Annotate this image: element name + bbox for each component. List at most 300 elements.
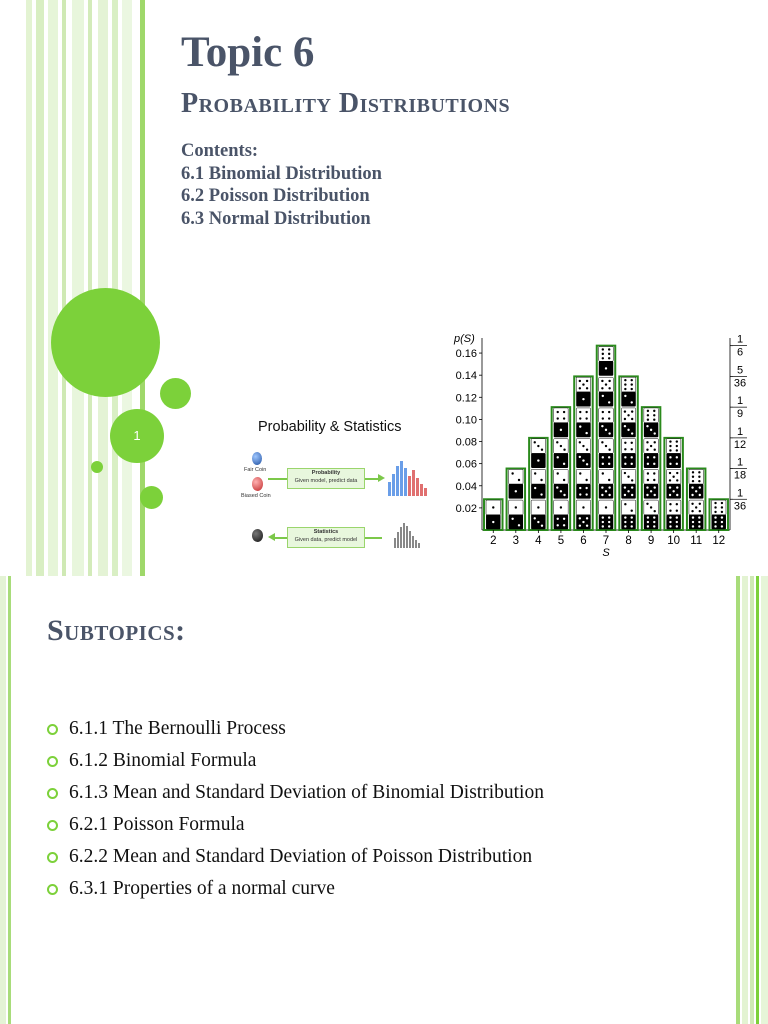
die-pip (515, 490, 517, 492)
arrow-head-icon (378, 474, 385, 482)
die-pip (699, 503, 701, 505)
y-tick-label: 0.02 (455, 502, 477, 515)
die-pip (647, 516, 649, 518)
x-tick-label: 8 (625, 535, 632, 547)
stripe (36, 0, 44, 576)
die-pip (647, 456, 649, 458)
die-pip (534, 472, 536, 474)
die-face (666, 439, 680, 454)
die-pip (646, 503, 648, 505)
die-pip (721, 506, 723, 508)
x-tick-label: 2 (490, 535, 497, 547)
list-item-text: 6.2.2 Mean and Standard Deviation of Poisson Distribution (69, 846, 533, 867)
die-pip (654, 432, 656, 434)
die-pip (676, 472, 678, 474)
die-pip (624, 395, 626, 397)
die-pip (676, 494, 678, 496)
probability-label: Probability (311, 470, 341, 476)
die-pip (605, 445, 607, 447)
die-pip (650, 506, 652, 508)
die-pip (631, 401, 633, 403)
die-pip (653, 521, 655, 523)
die-pip (669, 503, 671, 505)
die-pip (714, 502, 716, 504)
die-pip (557, 411, 559, 413)
die-pip (537, 459, 539, 461)
list-item (47, 713, 544, 745)
die-face (554, 469, 568, 484)
x-tick-label: 10 (667, 535, 681, 547)
die-pip (582, 383, 584, 385)
die-face (689, 515, 703, 530)
die-pip (721, 502, 723, 504)
die-pip (582, 398, 584, 400)
die-pip (653, 472, 655, 474)
die-pip (631, 388, 633, 390)
die-pip (647, 414, 649, 416)
die-pip (627, 414, 629, 416)
die-pip (624, 456, 626, 458)
die-pip (608, 411, 610, 413)
die-pip (631, 442, 633, 444)
die-pip (624, 425, 626, 427)
y-tick-label: 0.04 (455, 480, 477, 493)
right-tick-numerator: 5 (736, 364, 744, 377)
die-pip (692, 525, 694, 527)
die-face (554, 453, 568, 468)
statistics-desc: Given data, predict model (294, 537, 358, 543)
die-pip (586, 387, 588, 389)
die-pip (624, 516, 626, 518)
die-face (644, 469, 658, 484)
die-face (621, 377, 635, 392)
die-pip (605, 490, 607, 492)
die-pip (676, 445, 678, 447)
die-pip (579, 493, 581, 495)
die-pip (608, 401, 610, 403)
die-pip (557, 417, 559, 419)
die-pip (605, 429, 607, 431)
stripe (736, 576, 740, 1024)
biased-coin-label: Biased Coin (241, 493, 271, 499)
die-pip (563, 494, 565, 496)
die-pip (602, 525, 604, 527)
stripe (122, 0, 132, 576)
die-pip (699, 510, 701, 512)
contents-label: Contents: (181, 141, 259, 161)
die-pip (698, 516, 700, 518)
die-pip (631, 432, 633, 434)
die-pip (624, 525, 626, 527)
die-pip (579, 487, 581, 489)
list-item (47, 809, 544, 841)
die-pip (672, 490, 674, 492)
die-pip (676, 525, 678, 527)
die-pip (534, 441, 536, 443)
die-pip (669, 472, 671, 474)
die-pip (676, 456, 678, 458)
die-pip (563, 479, 565, 481)
die-pip (676, 479, 678, 481)
bullet-circle-icon (47, 852, 58, 863)
die-pip (601, 387, 603, 389)
die-face (509, 515, 523, 530)
die-pip (699, 494, 701, 496)
die-face (666, 515, 680, 530)
die-pip (541, 449, 543, 451)
die-pip (602, 357, 604, 359)
die-pip (560, 429, 562, 431)
die-pip (586, 463, 588, 465)
die-pip (602, 348, 604, 350)
y-tick-label: 0.14 (455, 370, 477, 383)
die-pip (646, 494, 648, 496)
die-pip (602, 353, 604, 355)
die-pip (695, 490, 697, 492)
list-item-text: 6.1.2 Binomial Formula (69, 750, 257, 771)
die-pip (647, 525, 649, 527)
die-pip (631, 379, 633, 381)
die-pip (624, 379, 626, 381)
die-pip (608, 380, 610, 382)
die-pip (582, 506, 584, 508)
die-pip (650, 490, 652, 492)
die-pip (601, 494, 603, 496)
right-tick-denominator: 12 (733, 438, 747, 451)
die-pip (691, 486, 693, 488)
fair-coin-icon (252, 452, 262, 465)
x-axis-label: S (602, 547, 610, 559)
die-pip (669, 516, 671, 518)
die-pip (608, 432, 610, 434)
list-item (47, 745, 544, 777)
black-coin-icon (252, 529, 263, 542)
die-face (621, 439, 635, 454)
die-face (666, 500, 680, 515)
die-pip (676, 510, 678, 512)
die-pip (624, 383, 626, 385)
die-pip (585, 487, 587, 489)
die-face (621, 500, 635, 515)
die-pip (602, 395, 604, 397)
die-pip (602, 411, 604, 413)
die-face (509, 469, 523, 484)
y-tick-label: 0.10 (455, 414, 477, 427)
die-pip (579, 380, 581, 382)
die-pip (631, 456, 633, 458)
stripe (62, 0, 66, 576)
y-tick-label: 0.06 (455, 458, 477, 471)
die-pip (560, 506, 562, 508)
die-pip (582, 521, 584, 523)
die-pip (653, 456, 655, 458)
die-pip (624, 486, 626, 488)
die-pip (646, 449, 648, 451)
die-face (576, 484, 590, 499)
die-pip (624, 410, 626, 412)
die-pip (676, 516, 678, 518)
x-tick-label: 11 (690, 535, 703, 547)
die-pip (676, 440, 678, 442)
die-pip (608, 357, 610, 359)
die-pip (518, 479, 520, 481)
die-pip (624, 521, 626, 523)
die-pip (676, 521, 678, 523)
die-pip (608, 516, 610, 518)
die-pip (579, 456, 581, 458)
die-pip (692, 476, 694, 478)
die-pip (714, 506, 716, 508)
stripe (88, 0, 92, 576)
die-pip (563, 417, 565, 419)
die-pip (669, 449, 671, 451)
die-face (554, 515, 568, 530)
die-pip (560, 490, 562, 492)
die-pip (698, 525, 700, 527)
stripe (0, 576, 6, 1024)
right-tick-denominator: 18 (733, 469, 747, 482)
die-pip (602, 456, 604, 458)
die-pip (653, 463, 655, 465)
die-pip (624, 388, 626, 390)
die-pip (631, 418, 633, 420)
die-pip (692, 471, 694, 473)
die-pip (669, 494, 671, 496)
die-pip (624, 494, 626, 496)
die-pip (650, 429, 652, 431)
histogram-colored-icon (388, 460, 430, 496)
die-face (599, 453, 613, 468)
die-pip (492, 506, 494, 508)
list-item-text: 6.1.3 Mean and Standard Deviation of Binomial Distribution (69, 782, 544, 803)
die-pip (653, 414, 655, 416)
die-pip (601, 486, 603, 488)
die-face (599, 469, 613, 484)
die-pip (601, 441, 603, 443)
contents-item: 6.2 Poisson Distribution (181, 186, 370, 206)
die-pip (676, 503, 678, 505)
die-face (599, 392, 613, 407)
die-pip (556, 441, 558, 443)
die-pip (579, 441, 581, 443)
decor-circle (160, 378, 191, 409)
die-pip (669, 486, 671, 488)
die-pip (563, 449, 565, 451)
die-pip (608, 494, 610, 496)
x-tick-label: 9 (647, 535, 655, 547)
die-pip (653, 516, 655, 518)
die-pip (557, 524, 559, 526)
die-face (576, 422, 590, 437)
die-pip (585, 479, 587, 481)
die-pip (647, 463, 649, 465)
die-pip (608, 486, 610, 488)
die-pip (631, 448, 633, 450)
y-tick-label: 0.16 (455, 348, 477, 361)
die-pip (654, 449, 656, 451)
die-pip (624, 418, 626, 420)
die-pip (714, 525, 716, 527)
die-pip (627, 429, 629, 431)
die-pip (563, 463, 565, 465)
die-pip (624, 503, 626, 505)
die-pip (579, 411, 581, 413)
die-pip (631, 516, 633, 518)
x-tick-label: 12 (712, 535, 726, 547)
die-pip (563, 518, 565, 520)
die-pip (721, 511, 723, 513)
die-pip (608, 479, 610, 481)
list-item (47, 873, 544, 905)
die-pip (585, 432, 587, 434)
die-pip (608, 348, 610, 350)
die-pip (511, 518, 513, 520)
die-pip (557, 456, 559, 458)
die-pip (698, 471, 700, 473)
die-pip (653, 479, 655, 481)
die-pip (534, 517, 536, 519)
contents-list (181, 140, 382, 230)
statistics-label: Statistics (313, 529, 339, 535)
die-pip (653, 525, 655, 527)
die-pip (669, 440, 671, 442)
stripe (761, 576, 768, 1024)
die-pip (608, 463, 610, 465)
die-pip (631, 525, 633, 527)
die-pip (608, 387, 610, 389)
die-pip (585, 411, 587, 413)
right-tick-denominator: 6 (736, 346, 744, 359)
die-pip (608, 449, 610, 451)
die-pip (654, 510, 656, 512)
dice-sum-chart (440, 330, 762, 562)
die-pip (653, 419, 655, 421)
histogram-gray-icon (394, 522, 424, 548)
die-pip (721, 521, 723, 523)
arrow-head-left-icon (268, 533, 275, 541)
die-pip (676, 463, 678, 465)
subtopics-title: Subtopics: (47, 614, 186, 647)
die-face (576, 408, 590, 423)
die-face (666, 453, 680, 468)
die-pip (608, 525, 610, 527)
die-pip (537, 506, 539, 508)
die-pip (515, 506, 517, 508)
die-pip (537, 445, 539, 447)
die-pip (692, 516, 694, 518)
die-pip (601, 380, 603, 382)
die-pip (605, 367, 607, 369)
die-pip (518, 524, 520, 526)
die-pip (586, 517, 588, 519)
bullet-circle-icon (47, 756, 58, 767)
die-pip (608, 521, 610, 523)
stripe (72, 0, 84, 576)
die-pip (579, 425, 581, 427)
die-pip (602, 463, 604, 465)
die-pip (646, 486, 648, 488)
die-pip (563, 524, 565, 526)
die-pip (586, 380, 588, 382)
die-face (689, 469, 703, 484)
die-pip (692, 480, 694, 482)
die-face (621, 515, 635, 530)
die-pip (631, 463, 633, 465)
die-pip (653, 410, 655, 412)
die-pip (650, 445, 652, 447)
die-pip (647, 410, 649, 412)
y-tick-label: 0.12 (455, 392, 477, 405)
die-pip (714, 511, 716, 513)
die-face (599, 515, 613, 530)
die-pip (646, 441, 648, 443)
die-pip (647, 479, 649, 481)
die-pip (492, 521, 494, 523)
stripe (26, 0, 32, 576)
x-tick-label: 3 (512, 535, 520, 547)
die-pip (608, 456, 610, 458)
x-tick-label: 7 (602, 535, 610, 547)
die-pip (714, 521, 716, 523)
list-item-text: 6.2.1 Poisson Formula (69, 814, 245, 835)
die-pip (714, 516, 716, 518)
die-pip (579, 472, 581, 474)
die-pip (631, 479, 633, 481)
biased-coin-icon (252, 477, 263, 491)
bullet-circle-icon (47, 820, 58, 831)
list-item-text: 6.3.1 Properties of a normal curve (69, 878, 335, 899)
die-pip (669, 479, 671, 481)
die-pip (654, 494, 656, 496)
die-pip (557, 472, 559, 474)
die-face (576, 469, 590, 484)
prob-stats-title: Probability & Statistics (258, 419, 402, 435)
die-pip (631, 383, 633, 385)
die-pip (698, 476, 700, 478)
right-tick-denominator: 36 (733, 377, 747, 390)
die-pip (582, 445, 584, 447)
list-item (47, 841, 544, 873)
die-pip (627, 476, 629, 478)
die-pip (669, 521, 671, 523)
decor-circle-small (91, 461, 103, 473)
die-pip (541, 525, 543, 527)
die-pip (647, 419, 649, 421)
page-number: 1 (133, 428, 141, 443)
die-pip (624, 463, 626, 465)
die-pip (586, 525, 588, 527)
die-pip (585, 417, 587, 419)
die-pip (602, 472, 604, 474)
die-pip (582, 459, 584, 461)
die-pip (540, 493, 542, 495)
die-pip (631, 494, 633, 496)
die-pip (608, 353, 610, 355)
stripe (742, 576, 748, 1024)
die-pip (511, 472, 513, 474)
die-pip (669, 445, 671, 447)
contents-item: 6.3 Normal Distribution (181, 208, 371, 229)
die-pip (646, 425, 648, 427)
bullet-circle-icon (47, 724, 58, 735)
die-pip (691, 510, 693, 512)
die-pip (695, 506, 697, 508)
die-pip (579, 517, 581, 519)
decor-circle (140, 486, 163, 509)
right-tick-numerator: 1 (736, 487, 744, 500)
die-face (644, 515, 658, 530)
die-face (531, 484, 545, 499)
